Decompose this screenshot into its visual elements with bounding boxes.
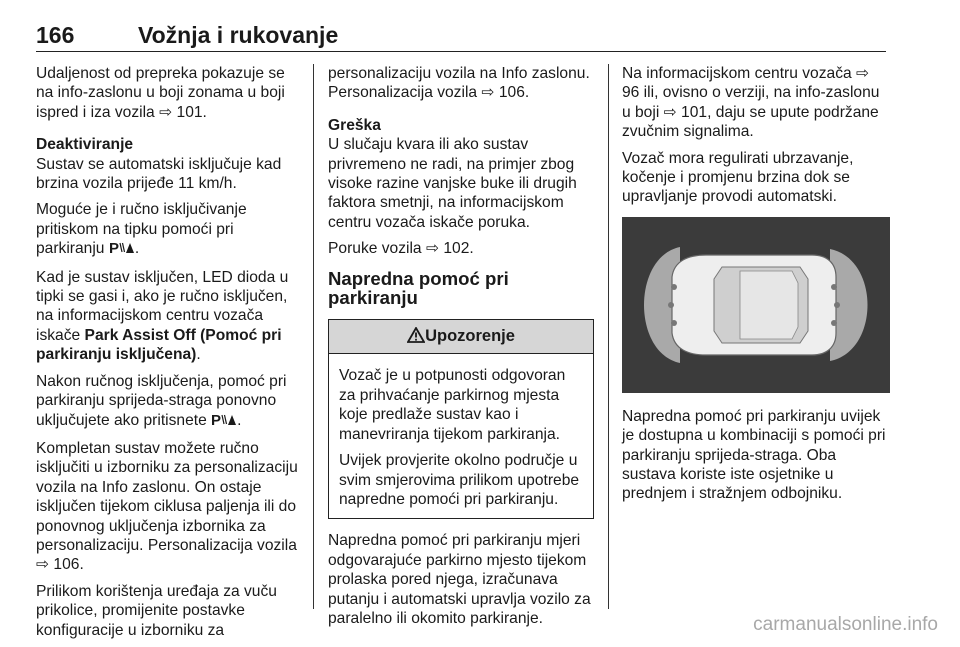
watermark: carmanualsonline.info (753, 614, 938, 635)
reference-arrow-icon: ⇨ (425, 240, 440, 258)
column-divider (313, 64, 314, 609)
parking-sensor-figure (622, 217, 890, 393)
paragraph: Kad je sustav isključen, LED dioda u tipki se gasi i, ako je ručno isključen, na informacijskom centru vozača iskače Park Assist Off (Pomoć pri parkiranju isključena). (36, 268, 289, 364)
chapter-title: Vožnja i rukovanje (138, 22, 339, 48)
warning-header (329, 320, 593, 354)
page-header (36, 22, 886, 52)
heading-error: Greška (328, 116, 381, 134)
paragraph: Vozač mora regulirati ubrzavanje, kočenje i promjenu brzina dok se upravljanje provodi automatski. (622, 149, 854, 206)
page-number: 166 (36, 22, 75, 48)
park-assist-icon (211, 412, 237, 432)
heading-deactivation: Deaktiviranje (36, 136, 134, 154)
paragraph: U slučaju kvara ili ako sustav privremeno ne radi, na primjer zbog visoke razine vanjske buke ili drugih faktora smetnji, na informacijskom centru vozača iskače poruka. (328, 136, 577, 231)
svg-text:P: P (211, 411, 222, 427)
paragraph: Kompletan sustav možete ručno isključiti u izborniku za personalizaciju vozila na Info zaslonu. On ostaje isključen tijekom ciklusa paljenja ili do ponovnog uključenja izbornika za personalizaciju. Personalizacija vozila ⇨ 106. (36, 439, 298, 574)
car-sensor-illustration (622, 217, 890, 393)
reference-arrow-icon: ⇨ (159, 103, 173, 121)
column-1 (36, 64, 298, 647)
warning-body (329, 354, 593, 518)
paragraph: personalizaciju vozila na Info zaslonu. Personalizacija vozila ⇨ 106. (328, 65, 590, 102)
svg-text:P: P (108, 240, 119, 256)
warning-title: Upozorenje (425, 327, 515, 346)
reference-arrow-icon: ⇨ (36, 556, 50, 574)
section-title: Napredna pomoć pri parkiranju (328, 267, 509, 309)
paragraph: Napredna pomoć pri parkiranju mjeri odgovarajuće parkirno mjesto tijekom prolaska pored njega, izračunava putanju i automatski upravlja vozilo za paralelno ili okomito parkiranje. (328, 532, 591, 627)
paragraph: Moguće je i ručno isključivanje pritiskom na tipku pomoći pri parkiranju P . (36, 200, 298, 260)
warning-box (328, 319, 594, 519)
park-assist-icon (109, 240, 135, 260)
paragraph: Vozač je u potpunosti odgovoran za prihvaćanje parkirnog mjesta koje predlaže sustav kao i manevriranja tijekom parkiranja. (339, 367, 566, 443)
figure-caption: Napredna pomoć pri parkiranju uvijek je dostupna u kombinaciji s pomoći pri parkiranju sprijeda-straga. Oba sustava koriste iste osjetnike u prednjem i stražnjem odbojniku. (622, 407, 886, 503)
header-rule (36, 51, 886, 52)
paragraph: Sustav se automatski isključuje kad brzina vozila prijeđe 11 km/h. (36, 155, 282, 193)
paragraph: Udaljenost od prepreka pokazuje se na info-zaslonu u boji zonama u boji ispred i iza vozila ⇨ 101. (36, 65, 285, 121)
paragraph: Nakon ručnog isključenja, pomoć pri parkiranju sprijeda-straga ponovno uključujete ako pritisnete P . (36, 372, 298, 432)
reference-arrow-icon: ⇨ (856, 65, 870, 82)
column-3 (622, 64, 890, 511)
column-divider (608, 64, 609, 609)
paragraph: Na informacijskom centru vozača ⇨ 96 ili, ovisno o verziji, na info-zaslonu u boji ⇨ 101, daju se upute podržane zvučnim signalima. (622, 65, 880, 141)
paragraph: Uvijek provjerite okolno područje u svim smjerovima prilikom upotrebe napredne pomoći pri parkiranju. (339, 452, 580, 508)
paragraph: Poruke vozila ⇨ 102. (328, 240, 474, 258)
column-2 (328, 64, 594, 635)
reference-arrow-icon: ⇨ (481, 84, 495, 102)
paragraph: Prilikom korištenja uređaja za vuču prikolice, promijenite postavke konfiguracije u izborniku za (36, 582, 277, 639)
car-icon (668, 255, 840, 355)
warning-triangle-icon (407, 322, 425, 355)
reference-arrow-icon: ⇨ (663, 103, 677, 121)
